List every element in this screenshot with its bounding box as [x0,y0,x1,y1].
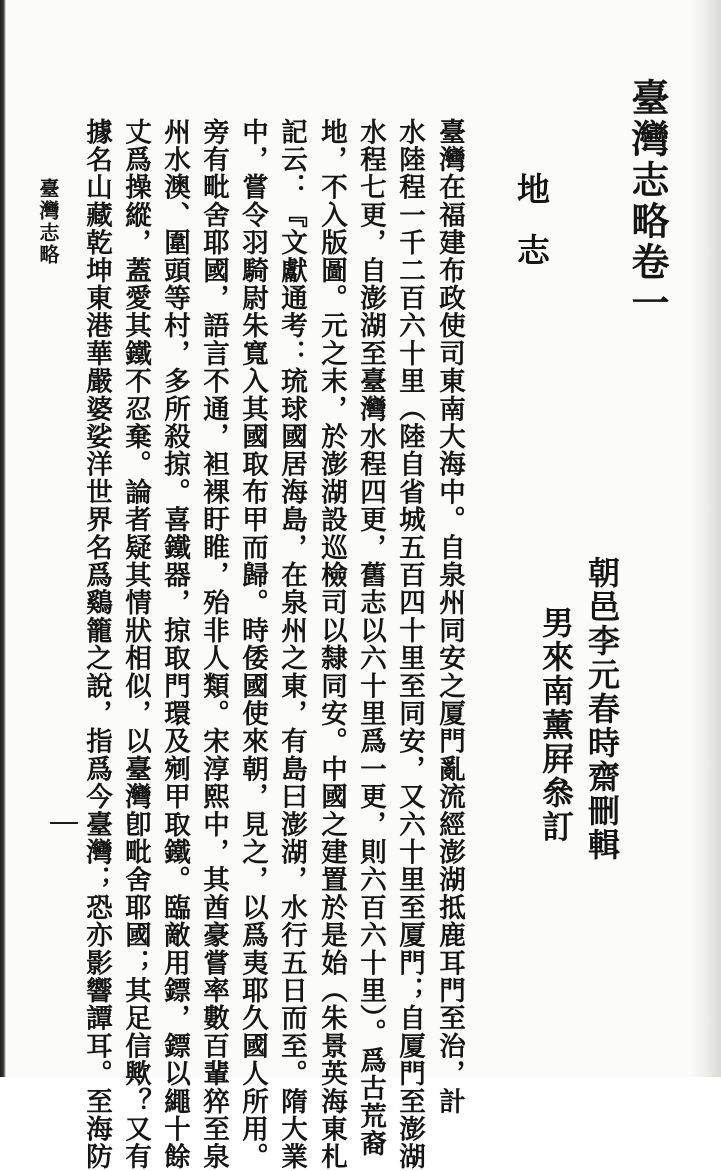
body-text-line-3: 水程七更，自澎湖至臺灣水程四更，舊志以六十里爲一更，則六百六十里）。爲古荒裔 [355,118,386,1158]
body-text-line-1: 臺灣在福建布政使司東南大海中。自泉州同安之厦門亂流經澎湖抵鹿耳門至治，計 [434,118,465,1116]
page-number [50,822,78,824]
page-edge-shadow [689,0,721,1077]
page-gutter-shadow [0,0,6,1077]
running-title: 臺灣志略 [36,178,60,266]
body-text-line-9: 丈爲操縱，蓋愛其鐵不忍棄。論者疑其情狀相似，以臺灣卽毗舍耶國；其足信歟？又有 [120,118,151,1171]
body-text-line-7: 旁有毗舍耶國，語言不通，袒裸盱睢，殆非人類。宋淳熙中，其酋豪嘗率數百輩猝至泉 [198,118,229,1171]
body-text-line-6: 中，嘗令羽騎尉朱寬入其國取布甲而歸。時倭國使來朝，見之，以爲夷耶久國人所用。 [237,118,268,1171]
body-text-line-10: 據名山藏乾坤東港華嚴婆娑洋世界名爲鷄籠之說，指爲今臺灣；恐亦影響譚耳。至海防 [81,118,112,1171]
editor-credit: 朝邑李元春時齋刪輯 [583,556,621,862]
volume-title: 臺灣志略卷一 [625,78,670,324]
body-text-line-5: 記云：『文獻通考：琉球國居海島，在泉州之東，有島曰澎湖，水行五日而至。隋大業 [276,118,307,1171]
body-text-line-8: 州水澳、圍頭等村，多所殺掠。喜鐵器，掠取門環及剜甲取鐵。臨敵用鏢，鏢以繩十餘 [159,118,190,1171]
reviser-credit: 男來南薰屛叅訂 [537,606,575,844]
body-text-line-2: 水陸程一千二百六十里（陸自省城五百四十里至同安，又六十里至厦門；自厦門至澎湖 [394,118,425,1171]
section-heading: 地志 [512,172,551,294]
body-text-line-4: 地，不入版圖。元之末，於澎湖設巡檢司以隸同安。中國之建置於是始（朱景英海東札 [316,118,347,1171]
